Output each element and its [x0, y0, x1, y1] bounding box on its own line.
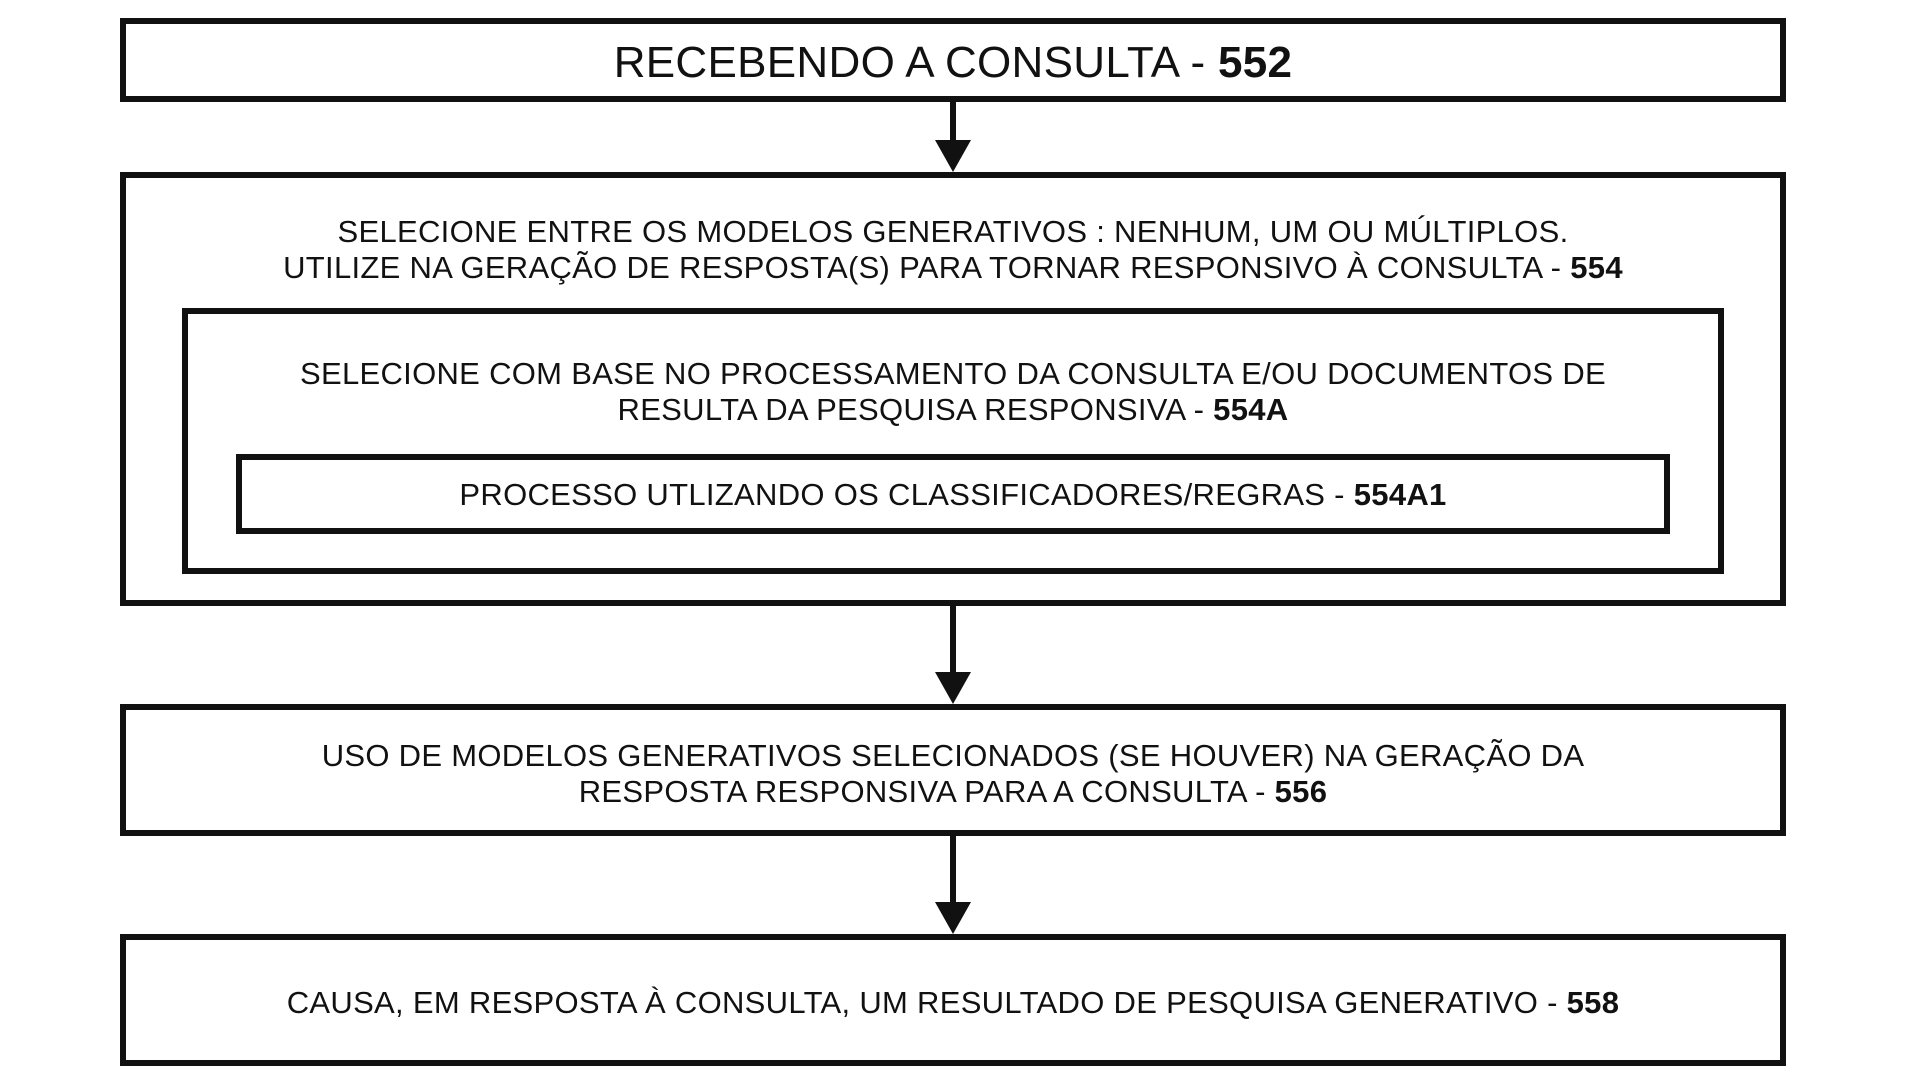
step-554-line1: SELECIONE ENTRE OS MODELOS GENERATIVOS : NENHUM, UM OU MÚLTIPLOS.	[337, 214, 1569, 249]
step-554A1-text: PROCESSO UTLIZANDO OS CLASSIFICADORES/REGRAS -	[459, 477, 1354, 512]
step-556-line2	[126, 774, 1780, 810]
step-556-code: 556	[1274, 774, 1328, 809]
step-554A-line1: SELECIONE COM BASE NO PROCESSAMENTO DA CONSULTA E/OU DOCUMENTOS DE	[300, 356, 1606, 391]
arrow-552-to-554	[935, 102, 971, 172]
step-558-code: 558	[1566, 985, 1620, 1020]
arrow-552-to-554-head	[935, 140, 971, 172]
step-556-line2-text: RESPOSTA RESPONSIVA PARA A CONSULTA -	[578, 774, 1275, 809]
step-554A-line2-text: RESULTA DA PESQUISA RESPONSIVA -	[617, 392, 1214, 427]
arrow-556-to-558-head	[935, 902, 971, 934]
step-558-box	[120, 934, 1786, 1066]
step-556-box	[120, 704, 1786, 836]
step-556-line1: USO DE MODELOS GENERATIVOS SELECIONADOS (SE HOUVER) NA GERAÇÃO DA	[321, 738, 1585, 773]
step-554A1-code: 554A1	[1353, 477, 1447, 512]
step-552-text: RECEBENDO A CONSULTA -	[613, 38, 1218, 87]
arrow-552-to-554-shaft	[950, 102, 956, 144]
arrow-554-to-556	[935, 606, 971, 704]
step-552-box	[120, 18, 1786, 102]
arrow-554-to-556-head	[935, 672, 971, 704]
step-554A-code: 554A	[1213, 392, 1289, 427]
step-554A-box	[182, 308, 1724, 574]
arrow-554-to-556-shaft	[950, 606, 956, 676]
step-554A1-label	[242, 477, 1664, 513]
step-558-text: CAUSA, EM RESPOSTA À CONSULTA, UM RESULTADO DE PESQUISA GENERATIVO -	[286, 985, 1567, 1020]
arrow-556-to-558	[935, 836, 971, 934]
step-552-code: 552	[1217, 38, 1293, 87]
step-554A1-box	[236, 454, 1670, 534]
step-554-line2-text: UTILIZE NA GERAÇÃO DE RESPOSTA(S) PARA TORNAR RESPONSIVO À CONSULTA -	[283, 250, 1571, 285]
step-552-label	[126, 38, 1780, 88]
arrow-556-to-558-shaft	[950, 836, 956, 906]
step-554-line2	[126, 250, 1780, 286]
step-554A-line2	[188, 392, 1718, 428]
step-558-label	[126, 985, 1780, 1021]
step-554-code: 554	[1570, 250, 1623, 285]
